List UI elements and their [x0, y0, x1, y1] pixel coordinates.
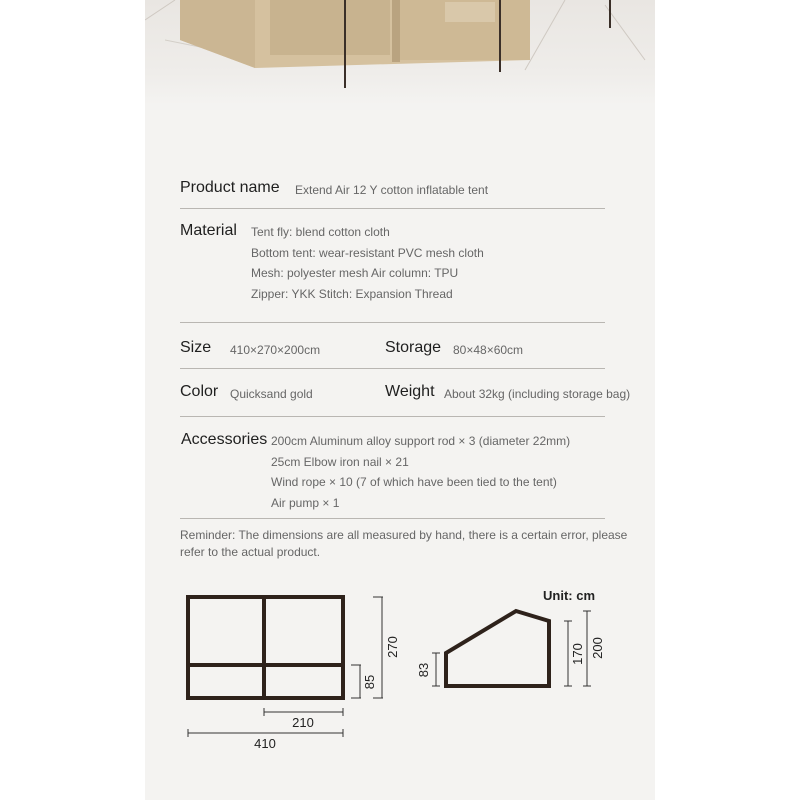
- dimension-170: [564, 621, 585, 686]
- dimension-83: [416, 653, 440, 686]
- side-profile: [446, 611, 549, 686]
- divider: [180, 368, 605, 369]
- material-line: Zipper: YKK Stitch: Expansion Thread: [251, 287, 453, 301]
- vestibule-depth-label: 85: [362, 674, 377, 690]
- storage-label: Storage: [385, 339, 442, 356]
- divider: [180, 518, 605, 519]
- divider: [180, 416, 605, 417]
- floor-plan: [188, 597, 343, 698]
- dimension-210: [264, 708, 343, 730]
- size-label: Size: [180, 339, 212, 356]
- unit-label: Unit: cm: [543, 588, 595, 603]
- weight-value: About 32kg (including storage bag): [444, 387, 631, 401]
- accessory-line: Air pump × 1: [271, 496, 340, 510]
- material-line: Bottom tent: wear-resistant PVC mesh cloth: [251, 246, 484, 260]
- product-name-label: Product name: [180, 179, 280, 196]
- dimension-85: [351, 665, 377, 698]
- ridge-inner-label: 170: [570, 643, 585, 665]
- divider: [180, 208, 605, 209]
- color-label: Color: [180, 383, 219, 400]
- storage-value: 80×48×60cm: [453, 343, 524, 357]
- product-name-value: Extend Air 12 Y cotton inflatable tent: [295, 183, 489, 197]
- accessory-line: 200cm Aluminum alloy support rod × 3 (diameter 22mm): [271, 434, 571, 448]
- color-value: Quicksand gold: [230, 387, 313, 401]
- dimension-270: [373, 597, 400, 698]
- divider: [180, 322, 605, 323]
- dimension-diagram: [145, 575, 655, 760]
- dimension-200: [583, 611, 605, 686]
- size-value: 410×270×200cm: [230, 343, 321, 357]
- tent-illustration: [145, 0, 655, 105]
- floor-depth-label: 270: [385, 636, 400, 658]
- material-line: Tent fly: blend cotton cloth: [251, 225, 390, 239]
- inner-length-label: 210: [292, 715, 314, 730]
- accessory-line: Wind rope × 10 (7 of which have been tied to the tent): [271, 475, 557, 489]
- accessory-line: 25cm Elbow iron nail × 21: [271, 455, 409, 469]
- wall-height-label: 83: [416, 662, 431, 678]
- total-length-label: 410: [254, 736, 276, 751]
- material-line: Mesh: polyester mesh Air column: TPU: [251, 266, 459, 280]
- spec-panel: [145, 0, 655, 800]
- accessories-label: Accessories: [181, 431, 268, 448]
- tent-photo: [145, 0, 655, 105]
- ridge-total-label: 200: [590, 637, 605, 659]
- material-label: Material: [180, 222, 237, 239]
- dimension-410: [188, 729, 343, 751]
- weight-label: Weight: [385, 383, 435, 400]
- reminder-note: Reminder: The dimensions are all measured by hand, there is a certain error, please refer to the actual product.: [180, 528, 628, 559]
